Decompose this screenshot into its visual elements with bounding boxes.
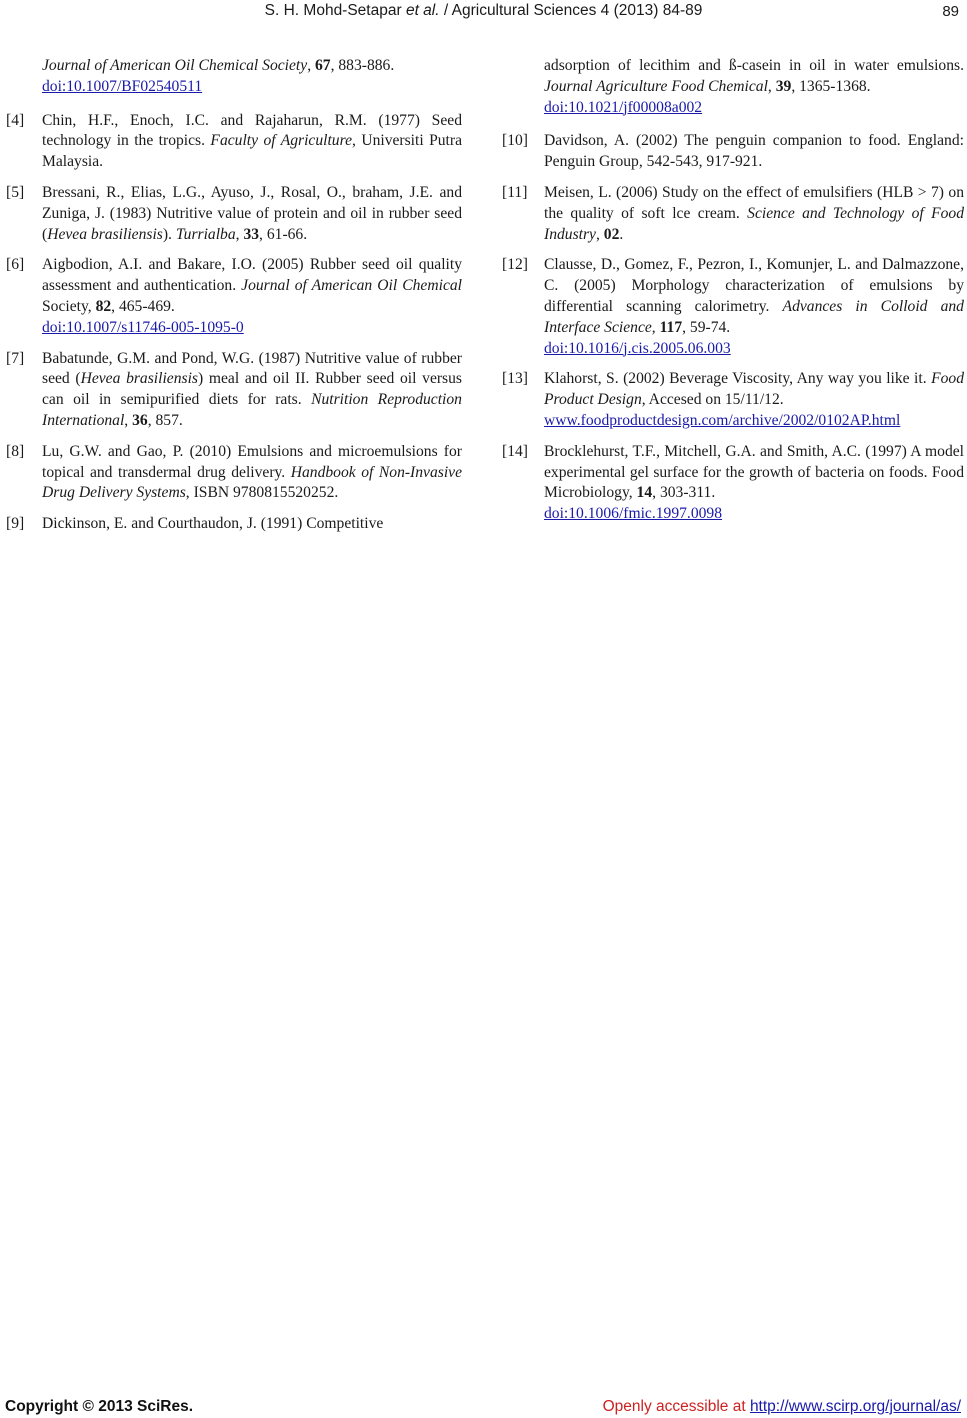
reference-segment: 117 <box>659 318 683 336</box>
reference-segment: , 857. <box>147 411 183 429</box>
reference-segment: , <box>595 225 604 243</box>
reference-segment: ) meal and oil II. Rubber seed oil versus can oil in semipurified diets for rats. <box>42 370 462 409</box>
reference-number: [10] <box>502 132 528 150</box>
reference-segment: , 465-469. <box>111 297 175 315</box>
reference-segment: adsorption of lecithim and ß-casein in oil in water emulsions. <box>544 57 964 74</box>
open-access-notice <box>603 1398 961 1416</box>
reference-segment: Babatunde, G.M. and Pond, W.G. (1987) Nutritive value of rubber seed ( <box>42 349 462 388</box>
reference-item <box>502 56 964 118</box>
reference-number: [5] <box>6 183 25 201</box>
reference-text <box>544 56 964 98</box>
reference-segment: 67 <box>314 57 331 74</box>
reference-doi-link[interactable]: doi:10.1007/s11746-005-1095-0 <box>42 318 244 336</box>
reference-text <box>42 183 462 245</box>
reference-segment: Society, <box>42 297 96 315</box>
reference-doi-link[interactable]: www.foodproductdesign.com/archive/2002/0102AP.html <box>544 411 901 429</box>
reference-doi-link[interactable]: doi:10.1016/j.cis.2005.06.003 <box>544 339 731 357</box>
reference-segment: Nutrition Reproduction International <box>42 391 462 429</box>
reference-text <box>42 56 462 77</box>
reference-segment: Lu, G.W. and Gao, P. (2010) Emulsions and microemulsions for topical and transdermal drug delivery. <box>42 442 462 481</box>
journal-link[interactable]: http://www.scirp.org/journal/as/ <box>749 1398 961 1415</box>
reference-number: [14] <box>502 442 528 460</box>
reference-text <box>544 255 964 338</box>
reference-segment: Klahorst, S. (2002) Beverage Viscosity, Any way you like it. <box>544 370 932 388</box>
references-right-column <box>502 56 964 535</box>
reference-segment: , 303-311. <box>652 484 716 502</box>
reference-item <box>6 514 462 535</box>
reference-segment: Science and Technology of Food Industry <box>544 204 964 243</box>
reference-segment: . <box>619 225 624 243</box>
reference-text <box>544 442 964 504</box>
page-number: 89 <box>942 3 959 20</box>
reference-segment: Aigbodion, A.I. and Bakare, I.O. (2005) Rubber seed oil quality assessment and authentication. <box>42 256 462 295</box>
reference-item <box>6 183 462 245</box>
reference-segment: Handbook of Non-Invasive Drug Delivery Systems <box>42 463 463 502</box>
reference-doi-link[interactable]: doi:10.1006/fmic.1997.0098 <box>544 505 723 523</box>
reference-number: [9] <box>6 515 25 533</box>
reference-segment: , <box>651 318 660 336</box>
reference-text <box>544 183 964 245</box>
reference-item <box>6 442 462 504</box>
reference-segment: , <box>124 411 133 429</box>
reference-segment: ). <box>162 225 176 243</box>
reference-segment: Journal Agriculture Food Chemical <box>544 77 768 95</box>
reference-segment: Bressani, R., Elias, L.G., Ayuso, J., Rosal, O., braham, J.E. and Zuniga, J. (1983) Nutritive value of protein and oil in rubber seed ( <box>42 183 462 243</box>
page-footer <box>0 1396 967 1418</box>
reference-segment: , 1365-1368. <box>791 77 871 95</box>
reference-item <box>502 183 964 245</box>
reference-segment: Faculty of Agriculture <box>210 132 353 150</box>
reference-text <box>42 111 462 173</box>
running-title <box>0 2 967 20</box>
reference-segment: , 883-886. <box>330 57 395 74</box>
reference-segment: Food Product Design <box>544 370 964 409</box>
reference-segment: 36 <box>132 411 148 429</box>
reference-number: [13] <box>502 370 528 388</box>
reference-item <box>502 442 964 525</box>
reference-segment: Hevea brasiliensis <box>47 225 163 243</box>
access-text: Openly accessible at <box>602 1398 750 1415</box>
reference-segment: Hevea brasiliensis <box>80 370 198 388</box>
header-journal: / Agricultural Sciences 4 (2013) 84-89 <box>439 2 703 19</box>
header-etal: et al. <box>405 2 440 19</box>
header-authors: S. H. Mohd-Setapar <box>264 2 406 19</box>
reference-number: [7] <box>6 349 25 367</box>
running-header <box>0 0 967 30</box>
reference-segment: , <box>235 225 244 243</box>
reference-segment: , 61-66. <box>259 225 308 243</box>
reference-segment: , <box>767 77 776 95</box>
reference-item <box>502 131 964 173</box>
reference-segment: 39 <box>775 77 792 95</box>
reference-text <box>544 131 964 173</box>
reference-number: [11] <box>502 183 528 201</box>
reference-item <box>502 255 964 359</box>
reference-item <box>6 56 462 98</box>
copyright-notice: Copyright © 2013 SciRes. <box>5 1398 194 1415</box>
reference-number: [6] <box>6 256 25 274</box>
reference-text <box>42 349 462 432</box>
reference-number: [12] <box>502 256 528 274</box>
reference-segment: 14 <box>636 484 653 502</box>
reference-segment: , Universiti Putra Malaysia. <box>42 132 462 171</box>
reference-segment: Advances in Colloid and Interface Science <box>544 297 964 336</box>
reference-item <box>6 349 462 432</box>
reference-text <box>42 442 462 504</box>
reference-segment: Journal of American Oil Chemical Society <box>42 57 308 74</box>
reference-segment: Journal of American Oil Chemical <box>241 277 462 295</box>
reference-text <box>42 255 462 317</box>
reference-segment: Dickinson, E. and Courthaudon, J. (1991) Competitive <box>42 515 384 533</box>
reference-segment: Clausse, D., Gomez, F., Pezron, I., Komunjer, L. and Dalmazzone, C. (2005) Morphology characterization of emulsions by differential scanning calorimetry. <box>544 256 964 315</box>
reference-segment: Davidson, A. (2002) The penguin companion to food. England: Penguin Group, 542-543, 917-921. <box>544 132 964 171</box>
reference-number: [4] <box>6 111 25 129</box>
reference-segment: , Accesed on 15/11/12. <box>641 391 784 409</box>
reference-segment: Meisen, L. (2006) Study on the effect of emulsifiers (HLB > 7) on the quality of soft lce cream. <box>544 183 964 222</box>
reference-segment: Chin, H.F., Enoch, I.C. and Rajaharun, R.M. (1977) Seed technology in the tropics. <box>42 111 462 150</box>
reference-segment: 33 <box>243 225 260 243</box>
reference-item <box>6 111 462 173</box>
reference-doi-link[interactable]: doi:10.1007/BF02540511 <box>42 77 203 95</box>
reference-text <box>42 514 462 535</box>
reference-number: [8] <box>6 442 25 460</box>
reference-segment: , 59-74. <box>682 318 731 336</box>
reference-segment: Turrialba <box>175 225 236 243</box>
reference-segment: , ISBN 9780815520252. <box>185 484 339 502</box>
reference-text <box>544 369 964 411</box>
reference-doi-link[interactable]: doi:10.1021/jf00008a002 <box>544 98 703 116</box>
reference-segment: , <box>307 57 315 74</box>
reference-item <box>502 369 964 431</box>
reference-item <box>6 255 462 338</box>
reference-segment: 02 <box>603 225 620 243</box>
reference-segment: Brocklehurst, T.F., Mitchell, G.A. and Smith, A.C. (1997) A model experimental gel surface for the growth of bacteria on foods. Food Microbiology, <box>544 442 964 502</box>
reference-segment: 82 <box>95 297 112 315</box>
references-left-column <box>6 56 462 545</box>
